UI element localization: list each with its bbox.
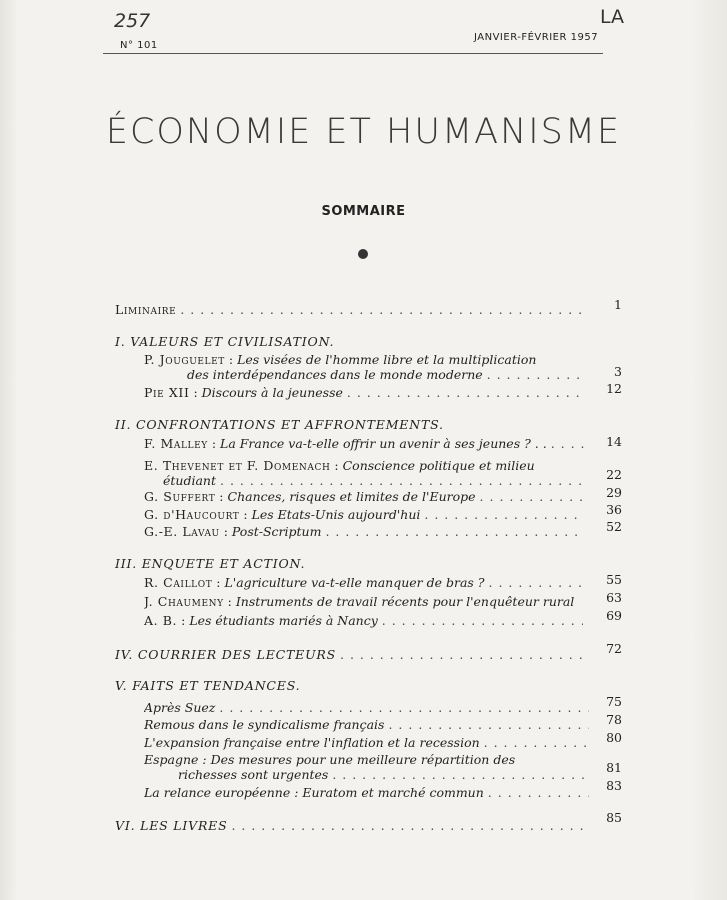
toc-page: 52	[606, 519, 622, 534]
toc-title: Après Suez	[144, 700, 216, 715]
toc-page: 63	[606, 590, 622, 605]
issue-number: N° 101	[120, 40, 158, 51]
section-heading-5: V. FAITS ET TENDANCES.	[115, 678, 301, 693]
toc-title: Instruments de travail récents pour l'enquêteur rural	[235, 594, 575, 609]
toc-entry-continued	[178, 767, 590, 782]
toc-page: 3	[614, 364, 622, 379]
toc-author: G. Suffert	[144, 489, 216, 504]
toc-title-continued: étudiant	[163, 473, 216, 488]
toc-entry	[144, 700, 589, 715]
issue-date: JANVIER-FÉVRIER 1957	[474, 32, 599, 43]
toc-entry	[144, 752, 589, 767]
toc-entry-continued	[163, 473, 583, 488]
toc-title: La relance européenne : Euratom et marché commun	[144, 785, 484, 800]
toc-author: Pie XII	[144, 385, 190, 400]
toc-page: 83	[606, 778, 622, 793]
toc-entry-continued	[187, 367, 583, 382]
toc-entry: G.-E. Lavau : Post-Scriptum . . .	[144, 524, 583, 539]
toc-page: 22	[606, 467, 622, 482]
toc-entry: G. Suffert : Chances, risques et limites de l'Europe . . .	[144, 489, 583, 504]
toc-page: 55	[606, 572, 622, 587]
toc-page: 14	[606, 434, 622, 449]
summary-heading: SOMMAIRE	[321, 204, 406, 219]
toc-title: L'expansion française entre l'inflation et la recession	[144, 735, 480, 750]
toc-author: E. Thevenet et F. Domenach	[144, 458, 331, 473]
toc-page: 85	[606, 810, 622, 825]
toc-page: 36	[606, 502, 622, 517]
toc-page: 29	[606, 485, 622, 500]
header-rule	[103, 53, 603, 54]
toc-entry: J. Chaumeny : Instruments de travail récents pour l'enquêteur rural	[144, 594, 575, 609]
toc-page: 69	[606, 608, 622, 623]
toc-title-continued: richesses sont urgentes	[178, 767, 329, 782]
toc-title: Les Etats-Unis aujourd'hui	[251, 507, 421, 522]
toc-entry: A. B. : Les étudiants mariés à Nancy . . .	[144, 613, 583, 628]
toc-page: 78	[606, 712, 622, 727]
toc-entry: R. Caillot : L'agriculture va-t-elle manquer de bras ? . . .	[144, 575, 583, 590]
toc-author: G.-E. Lavau	[144, 524, 220, 539]
toc-author: R. Caillot	[144, 575, 213, 590]
toc-title: L'agriculture va-t-elle manquer de bras ?	[224, 575, 485, 590]
toc-author: A. B.	[144, 613, 178, 628]
toc-page: 12	[606, 381, 622, 396]
toc-title-continued: des interdépendances dans le monde moderne	[187, 367, 483, 382]
toc-page: 81	[606, 760, 622, 775]
toc-title: Chances, risques et limites de l'Europe	[227, 489, 476, 504]
toc-entry	[144, 735, 589, 750]
toc-entry-liminaire	[115, 302, 583, 317]
toc-title: Discours à la jeunesse	[201, 385, 343, 400]
toc-entry: Pie XII : Discours à la jeunesse . . .	[144, 385, 583, 400]
toc-page: 1	[614, 297, 622, 312]
toc-entry: P. Jouguelet : Les visées de l'homme libre et la multiplication	[144, 352, 537, 367]
toc-title: Conscience politique et milieu	[342, 458, 535, 473]
toc-author: P. Jouguelet	[144, 352, 225, 367]
toc-author: G. d'Haucourt	[144, 507, 240, 522]
toc-title: Espagne : Des mesures pour une meilleure répartition des	[144, 752, 516, 767]
handwritten-initials: LA	[600, 6, 625, 28]
section-heading-3: III. ENQUETE ET ACTION.	[115, 556, 306, 571]
section-heading-6	[115, 818, 588, 833]
journal-title: ÉCONOMIE ET HUMANISME	[105, 112, 622, 152]
section-heading-1: I. VALEURS ET CIVILISATION.	[115, 334, 335, 349]
toc-entry: F. Malley : La France va-t-elle offrir un avenir à ses jeunes ? . . . . .	[144, 436, 589, 451]
handwritten-number: 257	[114, 10, 151, 32]
section-heading-4	[115, 647, 584, 662]
toc-page: 72	[606, 641, 622, 656]
toc-author: F. Malley	[144, 436, 208, 451]
toc-entry	[144, 785, 589, 800]
toc-title: Les étudiants mariés à Nancy	[189, 613, 378, 628]
toc-title: Remous dans le syndicalisme français	[144, 717, 385, 732]
toc-page: 75	[606, 694, 622, 709]
toc-entry-title: Liminaire	[115, 302, 177, 317]
bullet-ornament	[358, 249, 368, 259]
toc-entry	[144, 717, 589, 732]
toc-title: Les visées de l'homme libre et la multiplication	[237, 352, 537, 367]
section-heading-4-label: IV. COURRIER DES LECTEURS	[115, 647, 336, 662]
toc-page: 80	[606, 730, 622, 745]
toc-title: La France va-t-elle offrir un avenir à ses jeunes ? . .	[220, 436, 547, 451]
section-heading-2: II. CONFRONTATIONS ET AFFRONTEMENTS.	[115, 417, 444, 432]
toc-entry: E. Thevenet et F. Domenach : Conscience politique et milieu	[144, 458, 535, 473]
toc-entry: G. d'Haucourt : Les Etats-Unis aujourd'hui . . .	[144, 507, 583, 522]
toc-author: J. Chaumeny	[144, 594, 224, 609]
section-heading-6-label: VI. LES LIVRES	[115, 818, 228, 833]
toc-title: Post-Scriptum	[231, 524, 322, 539]
